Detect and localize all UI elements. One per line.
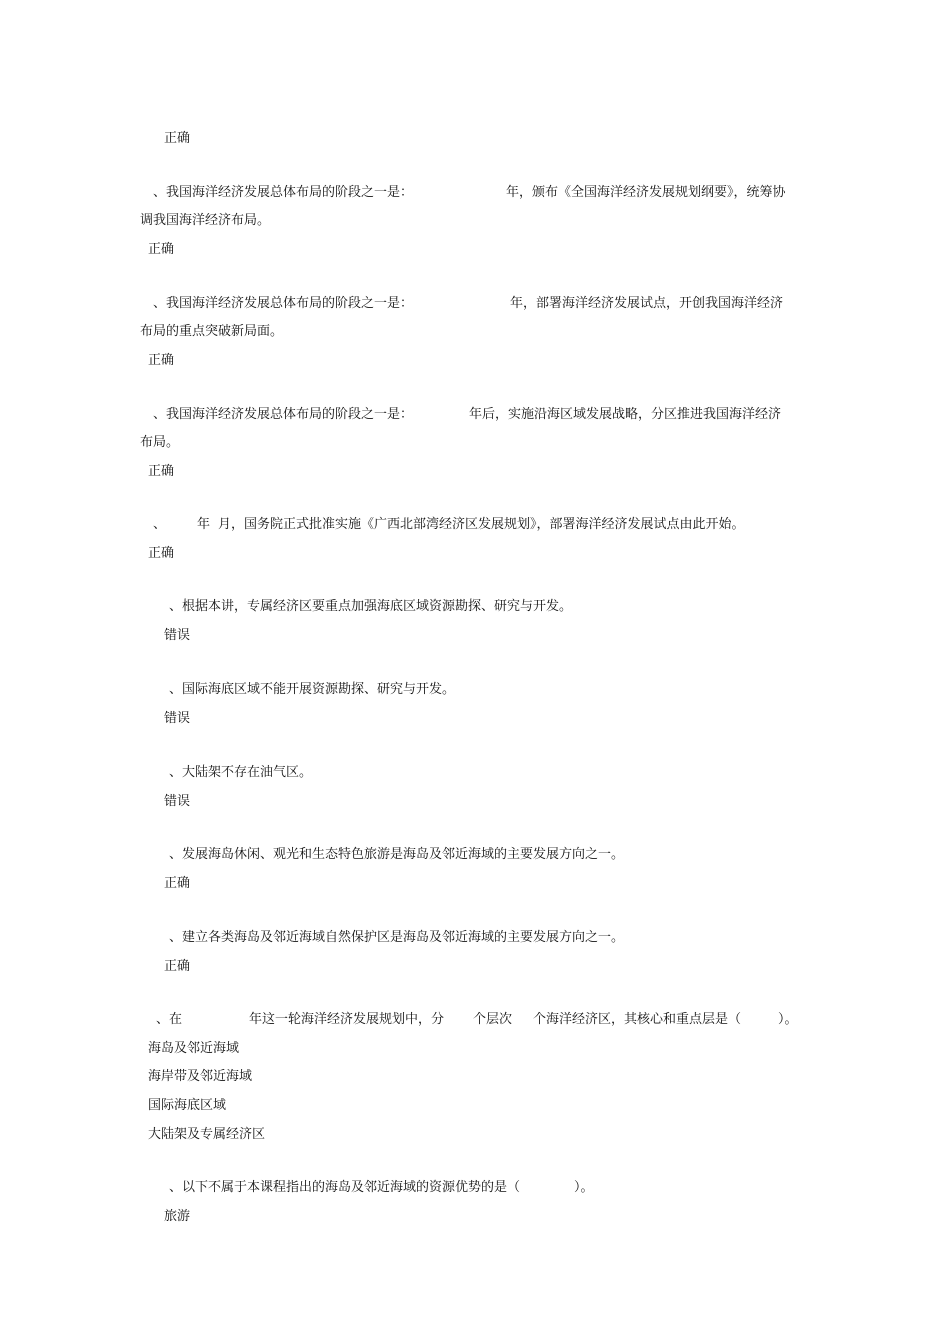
text-line: 、大陆架不存在油气区。 (169, 765, 313, 780)
text-line: 、建立各类海岛及邻近海域自然保护区是海岛及邻近海域的主要发展方向之一。 (169, 930, 625, 945)
text-line: 、在 (156, 1012, 183, 1027)
text-line: 、国际海底区域不能开展资源勘探、研究与开发。 (169, 682, 456, 697)
text-line: 正确 (164, 959, 191, 974)
text-line: 正确 (148, 242, 175, 257)
text-line: 正确 (164, 131, 191, 146)
text-line: 年，部署海洋经济发展试点，开创我国海洋经济 (510, 296, 784, 311)
text-line: 调我国海洋经济布局。 (140, 213, 271, 228)
text-line: 海岸带及邻近海域 (148, 1069, 253, 1084)
text-line: 、根据本讲，专属经济区要重点加强海底区域资源勘探、研究与开发。 (169, 599, 573, 614)
text-line: 错误 (164, 711, 191, 726)
text-line: 个层次 (473, 1012, 513, 1027)
text-line: 正确 (148, 353, 175, 368)
text-line: 、发展海岛休闲、观光和生态特色旅游是海岛及邻近海域的主要发展方向之一。 (169, 847, 625, 862)
text-line: 、我国海洋经济发展总体布局的阶段之一是： (153, 407, 414, 422)
text-line: 国际海底区域 (148, 1098, 227, 1113)
text-line: 海岛及邻近海域 (148, 1041, 240, 1056)
text-line: 错误 (164, 794, 191, 809)
text-line: 年，颁布《全国海洋经济发展规划纲要》，统筹协 (506, 185, 786, 200)
text-line: 正确 (164, 876, 191, 891)
text-line: 正确 (148, 464, 175, 479)
text-line: 错误 (164, 628, 191, 643)
text-line: 年后，实施沿海区域发展战略，分区推进我国海洋经济 (469, 407, 782, 422)
text-line: ）。 (574, 1180, 594, 1195)
text-line: 旅游 (164, 1209, 191, 1224)
text-line: 、以下不属于本课程指出的海岛及邻近海域的资源优势的是（ (169, 1180, 521, 1195)
text-line: 年 (197, 517, 211, 532)
text-line: 布局的重点突破新局面。 (140, 324, 284, 339)
text-line: 、我国海洋经济发展总体布局的阶段之一是： (153, 296, 414, 311)
text-line: 大陆架及专属经济区 (148, 1127, 266, 1142)
text-line: ）。 (778, 1012, 798, 1027)
text-line: 、 (153, 517, 167, 532)
text-line: 年这一轮海洋经济发展规划中，分 (249, 1012, 445, 1027)
text-line: 个海洋经济区，其核心和重点层是（ (533, 1012, 742, 1027)
text-line: 月，国务院正式批准实施《广西北部湾经济区发展规划》，部署海洋经济发展试点由此开始。 (218, 517, 745, 532)
text-line: 正确 (148, 546, 175, 561)
text-line: 布局。 (140, 435, 180, 450)
text-line: 、我国海洋经济发展总体布局的阶段之一是： (153, 185, 414, 200)
